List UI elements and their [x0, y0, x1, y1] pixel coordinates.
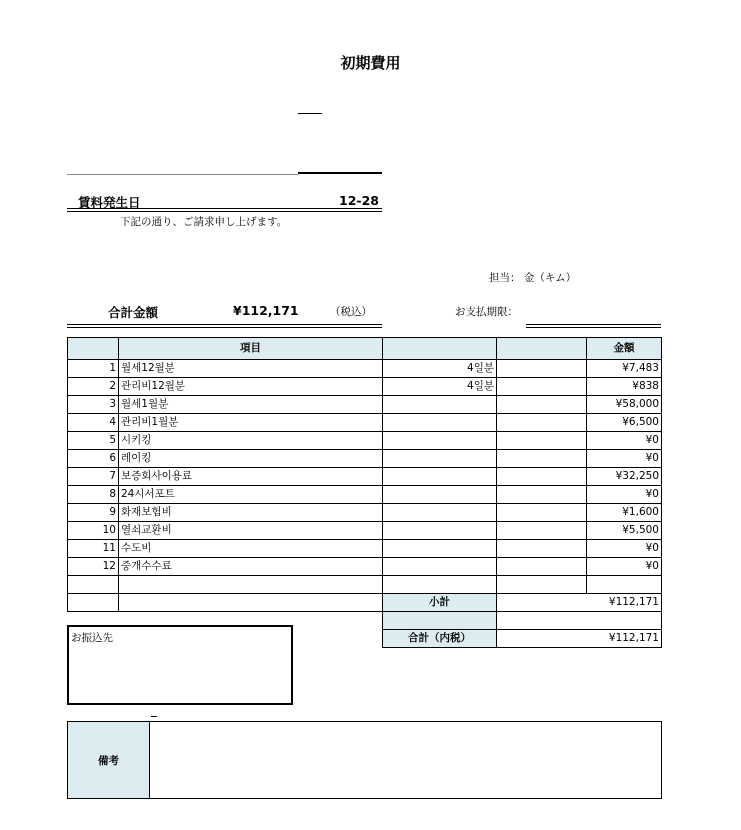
row-qty-cell: [383, 486, 497, 504]
header-item-cell: 項目: [119, 338, 383, 360]
row-qty-cell: [383, 414, 497, 432]
row-item-cell: 레이킹: [119, 450, 383, 468]
divider: [151, 716, 157, 717]
row-amount-cell: ¥0: [587, 540, 662, 558]
table-row: [68, 576, 662, 594]
rent-start-label: 賃料発生日: [78, 195, 141, 210]
tax-included-note: （税込）: [330, 306, 372, 318]
row-amount-cell: ¥838: [587, 378, 662, 396]
empty-cell: [587, 576, 662, 594]
empty-cell: [68, 594, 119, 612]
bank-transfer-box: [67, 625, 293, 705]
row-number-cell: 1: [68, 360, 119, 378]
row-qty-cell: [383, 396, 497, 414]
row-blank-cell: [497, 540, 587, 558]
payment-due-label: お支払期限：: [455, 306, 518, 318]
row-number-cell: 10: [68, 522, 119, 540]
table-row: [68, 522, 662, 540]
table-row: [68, 414, 662, 432]
row-item-cell: 24시서포트: [119, 486, 383, 504]
items-table: [67, 337, 662, 648]
table-row: [68, 396, 662, 414]
grand-total-label: 合計（内税）: [383, 630, 497, 648]
staff-in-charge: 担当： 金（キム）: [489, 272, 577, 284]
divider: [298, 113, 322, 114]
subtotal-label: 小計: [383, 594, 497, 612]
row-amount-cell: ¥32,250: [587, 468, 662, 486]
row-qty-cell: [383, 468, 497, 486]
row-item-cell: 화재보험비: [119, 504, 383, 522]
row-qty-cell: 4일분: [383, 360, 497, 378]
row-amount-cell: ¥0: [587, 486, 662, 504]
row-number-cell: 9: [68, 504, 119, 522]
remarks-box: [67, 721, 662, 799]
empty-cell: [497, 576, 587, 594]
blank-label-cell: [383, 612, 497, 630]
row-item-cell: 열쇠교환비: [119, 522, 383, 540]
grand-total-value: ¥112,171: [497, 630, 662, 648]
row-qty-cell: [383, 504, 497, 522]
row-blank-cell: [497, 378, 587, 396]
empty-cell: [383, 576, 497, 594]
row-number-cell: 5: [68, 432, 119, 450]
table-row: [68, 378, 662, 396]
row-amount-cell: ¥5,500: [587, 522, 662, 540]
row-amount-cell: ¥1,600: [587, 504, 662, 522]
row-item-cell: 수도비: [119, 540, 383, 558]
row-blank-cell: [497, 486, 587, 504]
row-item-cell: 보증회사이용료: [119, 468, 383, 486]
row-number-cell: 12: [68, 558, 119, 576]
row-qty-cell: [383, 432, 497, 450]
table-row: [68, 468, 662, 486]
row-number-cell: 7: [68, 468, 119, 486]
row-number-cell: 6: [68, 450, 119, 468]
subtotal-row: [68, 594, 662, 612]
row-item-cell: 월세12월분: [119, 360, 383, 378]
empty-cell: [68, 576, 119, 594]
row-amount-cell: ¥7,483: [587, 360, 662, 378]
row-number-cell: 11: [68, 540, 119, 558]
document-title: 初期費用: [340, 54, 401, 72]
divider: [67, 208, 382, 209]
row-number-cell: 2: [68, 378, 119, 396]
row-blank-cell: [497, 558, 587, 576]
row-amount-cell: ¥6,500: [587, 414, 662, 432]
row-item-cell: 관리비12월분: [119, 378, 383, 396]
double-rule: [526, 324, 661, 328]
row-qty-cell: [383, 558, 497, 576]
rent-start-date: 12-28: [339, 193, 379, 208]
row-blank-cell: [497, 450, 587, 468]
remarks-label: 備考: [68, 722, 150, 798]
divider: [298, 172, 382, 174]
empty-cell: [497, 612, 662, 630]
row-qty-cell: 4일분: [383, 378, 497, 396]
double-rule: [67, 324, 382, 328]
table-row: [68, 432, 662, 450]
row-amount-cell: ¥0: [587, 450, 662, 468]
row-amount-cell: ¥0: [587, 558, 662, 576]
table-row: [68, 540, 662, 558]
row-item-cell: 중개수수료: [119, 558, 383, 576]
row-amount-cell: ¥0: [587, 432, 662, 450]
row-item-cell: 관리비1월분: [119, 414, 383, 432]
row-blank-cell: [497, 414, 587, 432]
header-no-cell: [68, 338, 119, 360]
billing-notice: 下記の通り、ご請求申し上げます。: [120, 216, 288, 228]
row-amount-cell: ¥58,000: [587, 396, 662, 414]
row-blank-cell: [497, 468, 587, 486]
divider: [67, 174, 298, 175]
row-qty-cell: [383, 540, 497, 558]
row-number-cell: 8: [68, 486, 119, 504]
bank-transfer-label: お振込先: [71, 632, 113, 644]
row-qty-cell: [383, 522, 497, 540]
table-row: [68, 558, 662, 576]
subtotal-value: ¥112,171: [497, 594, 662, 612]
row-blank-cell: [497, 360, 587, 378]
table-header-row: [68, 338, 662, 360]
table-row: [68, 504, 662, 522]
header-blank-cell: [497, 338, 587, 360]
row-item-cell: 시키킹: [119, 432, 383, 450]
empty-cell: [119, 594, 383, 612]
empty-cell: [119, 576, 383, 594]
row-blank-cell: [497, 396, 587, 414]
total-amount-label: 合計金額: [108, 305, 159, 320]
row-blank-cell: [497, 522, 587, 540]
row-qty-cell: [383, 450, 497, 468]
header-qty-cell: [383, 338, 497, 360]
table-row: [68, 450, 662, 468]
row-blank-cell: [497, 432, 587, 450]
row-number-cell: 3: [68, 396, 119, 414]
row-blank-cell: [497, 504, 587, 522]
divider: [67, 211, 382, 212]
row-number-cell: 4: [68, 414, 119, 432]
header-amount-cell: 金額: [587, 338, 662, 360]
total-amount-value: ¥112,171: [233, 303, 299, 318]
table-row: [68, 360, 662, 378]
row-item-cell: 월세1월분: [119, 396, 383, 414]
table-row: [68, 486, 662, 504]
